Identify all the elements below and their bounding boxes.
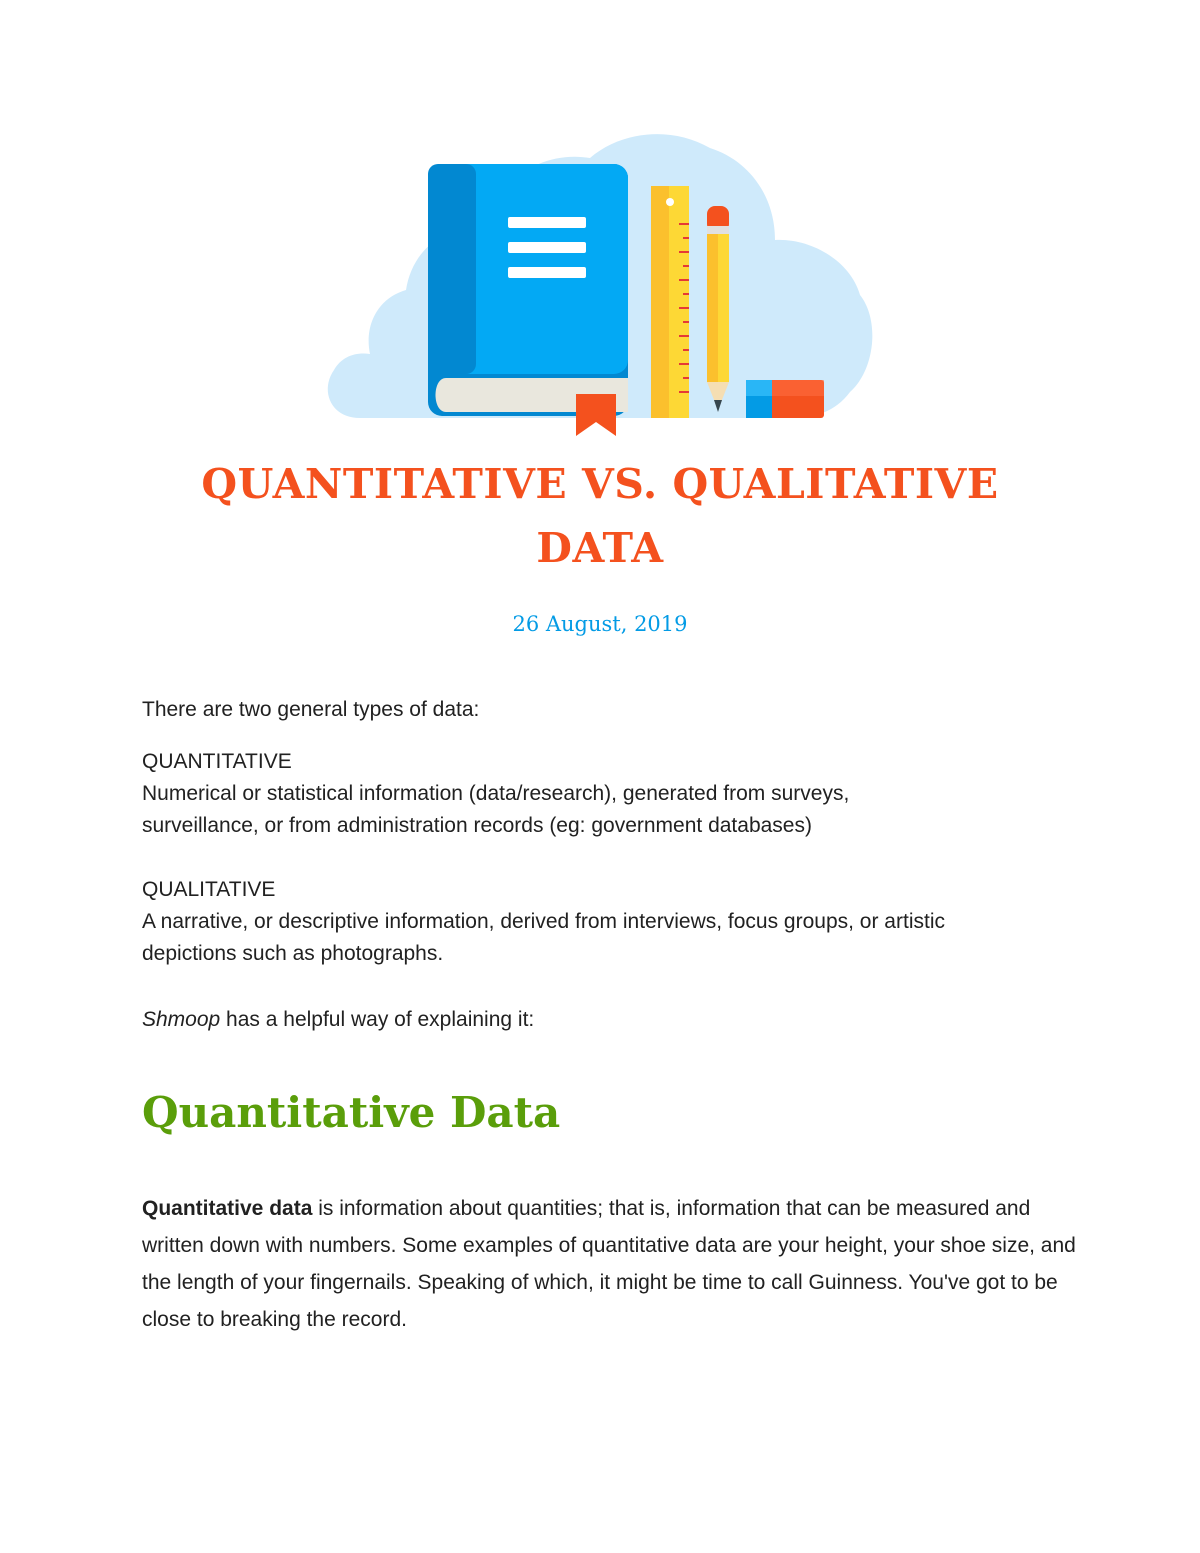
shmoop-intro bbox=[142, 1004, 1072, 1036]
quantitative-line-1: Numerical or statistical information (data/research), generated from surveys, bbox=[142, 782, 850, 805]
shmoop-intro-text: has a helpful way of explaining it: bbox=[220, 1008, 535, 1031]
pencil-icon bbox=[707, 206, 729, 412]
quantitative-label: QUANTITATIVE bbox=[142, 750, 292, 773]
bold-term: Quantitative data bbox=[142, 1197, 313, 1220]
eraser-icon bbox=[746, 380, 824, 418]
section-paragraph bbox=[142, 1190, 1077, 1338]
page-title bbox=[0, 452, 1200, 580]
quantitative-line-2: surveillance, or from administration records (eg: government databases) bbox=[142, 814, 812, 837]
book-icon bbox=[428, 164, 628, 416]
intro-text: There are two general types of data: bbox=[142, 698, 480, 721]
bookmark-icon bbox=[576, 394, 616, 436]
publish-date: 26 August, 2019 bbox=[512, 612, 688, 636]
qualitative-line-2: depictions such as photographs. bbox=[142, 942, 444, 965]
qualitative-line-1: A narrative, or descriptive information, derived from interviews, focus groups, or artistic bbox=[142, 910, 945, 933]
qualitative-label: QUALITATIVE bbox=[142, 878, 276, 901]
quantitative-definition bbox=[142, 746, 1072, 842]
section-paragraph-text: is information about quantities; that is, information that can be measured and written down with numbers. Some examples of quantitative data are your height, your shoe size, and the length of your fingernails. Speaking of which, it might be time to call Guinness. You've got to be close to breaking the record. bbox=[142, 1197, 1076, 1331]
page-title-line-2: DATA bbox=[536, 524, 664, 572]
qualitative-definition bbox=[142, 874, 1072, 970]
hero-illustration bbox=[320, 120, 880, 450]
section-heading: Quantitative Data bbox=[142, 1088, 561, 1137]
ruler-icon bbox=[651, 186, 689, 418]
page-title-line-1: QUANTITATIVE VS. QUALITATIVE bbox=[201, 460, 999, 508]
shmoop-source: Shmoop bbox=[142, 1008, 221, 1031]
